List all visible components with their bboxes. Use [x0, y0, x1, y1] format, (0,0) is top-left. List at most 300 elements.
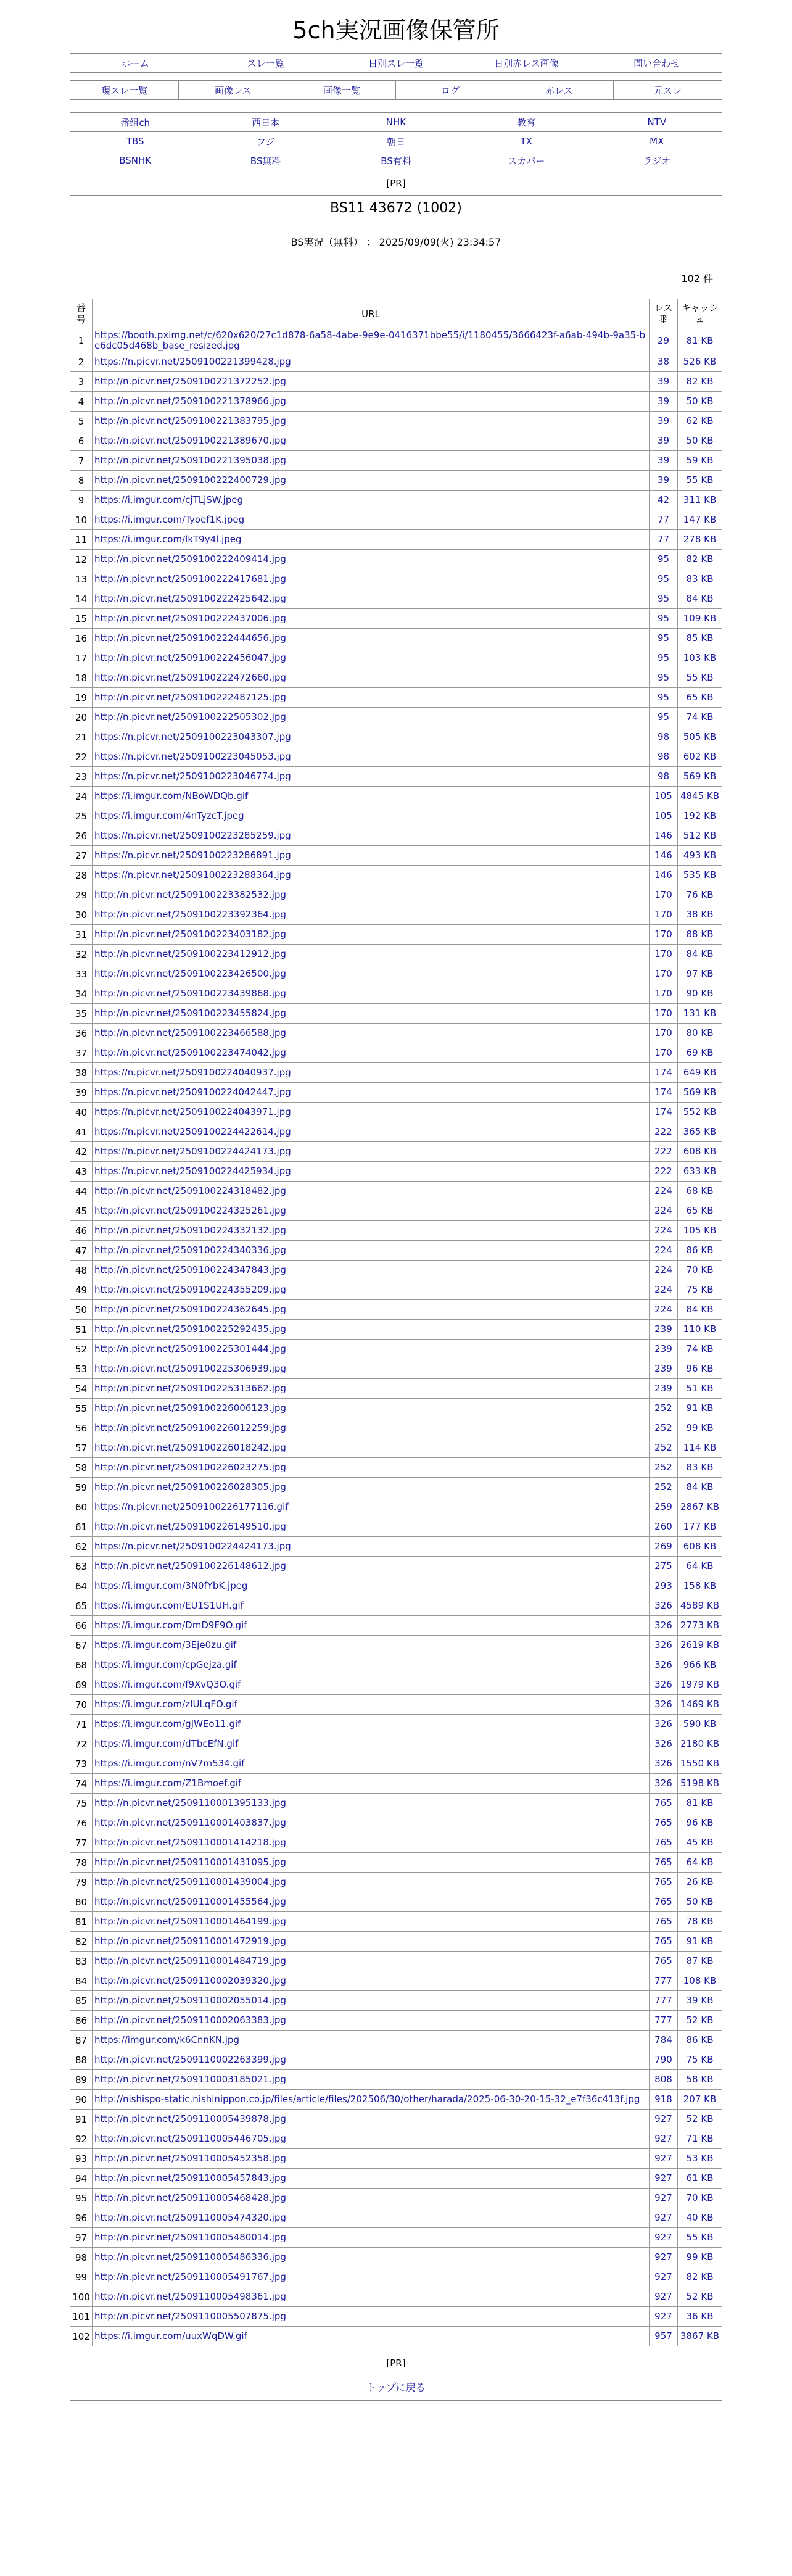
cache-size-link[interactable]: 505 KB	[678, 727, 722, 747]
res-number-link[interactable]: 146	[650, 866, 678, 885]
res-number-link[interactable]: 224	[650, 1241, 678, 1261]
image-url-link[interactable]: http://n.picvr.net/2509110003185021.jpg	[93, 2070, 650, 2090]
res-number-link[interactable]: 927	[650, 2307, 678, 2327]
image-url-link[interactable]: http://n.picvr.net/2509100224355209.jpg	[93, 1280, 650, 1300]
res-number-link[interactable]: 29	[650, 329, 678, 352]
cache-size-link[interactable]: 62 KB	[678, 412, 722, 431]
sub-nav-item-link[interactable]: 赤レス	[545, 85, 573, 96]
res-number-link[interactable]: 224	[650, 1300, 678, 1320]
cache-size-link[interactable]: 82 KB	[678, 2267, 722, 2287]
cache-size-link[interactable]: 110 KB	[678, 1320, 722, 1340]
image-url-link[interactable]: http://n.picvr.net/2509100222456047.jpg	[93, 648, 650, 668]
res-number-link[interactable]: 269	[650, 1537, 678, 1557]
cache-size-link[interactable]: 649 KB	[678, 1063, 722, 1083]
cache-size-link[interactable]: 58 KB	[678, 2070, 722, 2090]
image-url-link[interactable]: http://n.picvr.net/2509100226006123.jpg	[93, 1399, 650, 1418]
image-url-link[interactable]: http://n.picvr.net/2509100221378966.jpg	[93, 392, 650, 412]
res-number-link[interactable]: 224	[650, 1261, 678, 1280]
res-number-link[interactable]: 765	[650, 1912, 678, 1932]
image-url-link[interactable]: http://n.picvr.net/2509100223474042.jpg	[93, 1043, 650, 1063]
image-url-link[interactable]: http://n.picvr.net/2509100221383795.jpg	[93, 412, 650, 431]
res-number-link[interactable]: 790	[650, 2050, 678, 2070]
image-url-link[interactable]: http://n.picvr.net/2509110002063383.jpg	[93, 2011, 650, 2031]
back-to-top-link[interactable]: トップに戻る	[70, 2375, 722, 2401]
image-url-link[interactable]: http://n.picvr.net/2509100224340336.jpg	[93, 1241, 650, 1261]
cache-size-link[interactable]: 39 KB	[678, 1991, 722, 2011]
channel-item-link[interactable]: ラジオ	[643, 155, 671, 167]
image-url-link[interactable]: http://n.picvr.net/2509110005457843.jpg	[93, 2169, 650, 2189]
res-number-link[interactable]: 326	[650, 1616, 678, 1636]
cache-size-link[interactable]: 59 KB	[678, 451, 722, 471]
sub-nav-item-link[interactable]: 画像レス	[214, 85, 252, 96]
cache-size-link[interactable]: 526 KB	[678, 352, 722, 372]
image-url-link[interactable]: http://n.picvr.net/2509110001464199.jpg	[93, 1912, 650, 1932]
cache-size-link[interactable]: 55 KB	[678, 2228, 722, 2248]
res-number-link[interactable]: 39	[650, 412, 678, 431]
image-url-link[interactable]: https://n.picvr.net/2509100224042447.jpg	[93, 1083, 650, 1103]
res-number-link[interactable]: 105	[650, 787, 678, 806]
cache-size-link[interactable]: 51 KB	[678, 1379, 722, 1399]
cache-size-link[interactable]: 99 KB	[678, 2248, 722, 2267]
res-number-link[interactable]: 239	[650, 1379, 678, 1399]
cache-size-link[interactable]: 2773 KB	[678, 1616, 722, 1636]
cache-size-link[interactable]: 52 KB	[678, 2287, 722, 2307]
cache-size-link[interactable]: 52 KB	[678, 2011, 722, 2031]
cache-size-link[interactable]: 108 KB	[678, 1971, 722, 1991]
res-number-link[interactable]: 326	[650, 1734, 678, 1754]
res-number-link[interactable]: 77	[650, 510, 678, 530]
image-url-link[interactable]: https://n.picvr.net/2509100224043971.jpg	[93, 1103, 650, 1122]
main-nav-item-link[interactable]: 問い合わせ	[633, 57, 680, 69]
res-number-link[interactable]: 918	[650, 2090, 678, 2110]
cache-size-link[interactable]: 105 KB	[678, 1221, 722, 1241]
res-number-link[interactable]: 95	[650, 609, 678, 629]
image-url-link[interactable]: http://n.picvr.net/2509110005446705.jpg	[93, 2129, 650, 2149]
cache-size-link[interactable]: 68 KB	[678, 1182, 722, 1201]
image-url-link[interactable]: http://n.picvr.net/2509100222472660.jpg	[93, 668, 650, 688]
res-number-link[interactable]: 927	[650, 2208, 678, 2228]
image-url-link[interactable]: http://n.picvr.net/2509110005507875.jpg	[93, 2307, 650, 2327]
cache-size-link[interactable]: 590 KB	[678, 1715, 722, 1734]
main-nav-item-link[interactable]: 日別赤レス画像	[494, 57, 559, 69]
image-url-link[interactable]: http://n.picvr.net/2509110005452358.jpg	[93, 2149, 650, 2169]
res-number-link[interactable]: 95	[650, 550, 678, 569]
image-url-link[interactable]: https://n.picvr.net/2509100223045053.jpg	[93, 747, 650, 767]
image-url-link[interactable]: https://n.picvr.net/2509100223285259.jpg	[93, 826, 650, 846]
sub-nav-item-link[interactable]: 画像一覧	[323, 85, 360, 96]
image-url-link[interactable]: http://n.picvr.net/2509100226148612.jpg	[93, 1557, 650, 1576]
res-number-link[interactable]: 95	[650, 708, 678, 727]
res-number-link[interactable]: 326	[650, 1655, 678, 1675]
image-url-link[interactable]: http://n.picvr.net/2509100226012259.jpg	[93, 1418, 650, 1438]
cache-size-link[interactable]: 96 KB	[678, 1359, 722, 1379]
res-number-link[interactable]: 326	[650, 1596, 678, 1616]
res-number-link[interactable]: 224	[650, 1182, 678, 1201]
cache-size-link[interactable]: 311 KB	[678, 491, 722, 510]
res-number-link[interactable]: 38	[650, 352, 678, 372]
image-url-link[interactable]: http://n.picvr.net/2509110005439878.jpg	[93, 2110, 650, 2129]
cache-size-link[interactable]: 4845 KB	[678, 787, 722, 806]
res-number-link[interactable]: 174	[650, 1083, 678, 1103]
cache-size-link[interactable]: 91 KB	[678, 1932, 722, 1952]
image-url-link[interactable]: https://n.picvr.net/2509100223043307.jpg	[93, 727, 650, 747]
cache-size-link[interactable]: 608 KB	[678, 1142, 722, 1162]
res-number-link[interactable]: 170	[650, 905, 678, 925]
image-url-link[interactable]: http://n.picvr.net/2509100223455824.jpg	[93, 1004, 650, 1024]
res-number-link[interactable]: 927	[650, 2169, 678, 2189]
image-url-link[interactable]: http://n.picvr.net/2509100226018242.jpg	[93, 1438, 650, 1458]
res-number-link[interactable]: 42	[650, 491, 678, 510]
main-nav-item-link[interactable]: ホーム	[121, 57, 149, 69]
cache-size-link[interactable]: 70 KB	[678, 1261, 722, 1280]
cache-size-link[interactable]: 3867 KB	[678, 2327, 722, 2346]
image-url-link[interactable]: http://n.picvr.net/2509110005480014.jpg	[93, 2228, 650, 2248]
res-number-link[interactable]: 927	[650, 2149, 678, 2169]
res-number-link[interactable]: 252	[650, 1399, 678, 1418]
channel-item-link[interactable]: TBS	[126, 136, 144, 147]
image-url-link[interactable]: https://i.imgur.com/nV7m534.gif	[93, 1754, 650, 1774]
image-url-link[interactable]: http://n.picvr.net/2509100224332132.jpg	[93, 1221, 650, 1241]
image-url-link[interactable]: http://n.picvr.net/2509100223439868.jpg	[93, 984, 650, 1004]
cache-size-link[interactable]: 64 KB	[678, 1853, 722, 1873]
image-url-link[interactable]: http://n.picvr.net/2509100222425642.jpg	[93, 589, 650, 609]
res-number-link[interactable]: 765	[650, 1853, 678, 1873]
cache-size-link[interactable]: 84 KB	[678, 1300, 722, 1320]
res-number-link[interactable]: 39	[650, 451, 678, 471]
image-url-link[interactable]: http://n.picvr.net/2509110002055014.jpg	[93, 1991, 650, 2011]
image-url-link[interactable]: http://n.picvr.net/2509100222444656.jpg	[93, 629, 650, 648]
cache-size-link[interactable]: 81 KB	[678, 329, 722, 352]
image-url-link[interactable]: https://i.imgur.com/Z1Bmoef.gif	[93, 1774, 650, 1794]
res-number-link[interactable]: 326	[650, 1715, 678, 1734]
res-number-link[interactable]: 927	[650, 2110, 678, 2129]
res-number-link[interactable]: 39	[650, 372, 678, 392]
channel-item-link[interactable]: スカパー	[508, 155, 545, 167]
image-url-link[interactable]: https://i.imgur.com/uuxWqDW.gif	[93, 2327, 650, 2346]
image-url-link[interactable]: http://n.picvr.net/2509100223412912.jpg	[93, 945, 650, 964]
res-number-link[interactable]: 777	[650, 2011, 678, 2031]
image-url-link[interactable]: http://n.picvr.net/2509100223426500.jpg	[93, 964, 650, 984]
channel-item-link[interactable]: BS無料	[250, 155, 281, 167]
image-url-link[interactable]: http://n.picvr.net/2509100223466588.jpg	[93, 1024, 650, 1043]
cache-size-link[interactable]: 76 KB	[678, 885, 722, 905]
cache-size-link[interactable]: 61 KB	[678, 2169, 722, 2189]
image-url-link[interactable]: https://i.imgur.com/f9XvQ3O.gif	[93, 1675, 650, 1695]
image-url-link[interactable]: https://n.picvr.net/2509100221399428.jpg	[93, 352, 650, 372]
res-number-link[interactable]: 95	[650, 688, 678, 708]
res-number-link[interactable]: 765	[650, 1892, 678, 1912]
image-url-link[interactable]: http://n.picvr.net/2509100226149510.jpg	[93, 1517, 650, 1537]
cache-size-link[interactable]: 80 KB	[678, 1024, 722, 1043]
image-url-link[interactable]: http://nishispo-static.nishinippon.co.jp/files/article/files/202506/30/other/harada/2025-06-30-20-15-32_e7f36c413f.jpg	[93, 2090, 650, 2110]
cache-size-link[interactable]: 131 KB	[678, 1004, 722, 1024]
cache-size-link[interactable]: 158 KB	[678, 1576, 722, 1596]
res-number-link[interactable]: 222	[650, 1142, 678, 1162]
image-url-link[interactable]: http://n.picvr.net/2509100223403182.jpg	[93, 925, 650, 945]
res-number-link[interactable]: 224	[650, 1221, 678, 1241]
res-number-link[interactable]: 765	[650, 1932, 678, 1952]
res-number-link[interactable]: 239	[650, 1340, 678, 1359]
cache-size-link[interactable]: 50 KB	[678, 392, 722, 412]
res-number-link[interactable]: 326	[650, 1675, 678, 1695]
cache-size-link[interactable]: 78 KB	[678, 1912, 722, 1932]
image-url-link[interactable]: https://n.picvr.net/2509100226177116.gif	[93, 1497, 650, 1517]
res-number-link[interactable]: 784	[650, 2031, 678, 2050]
cache-size-link[interactable]: 26 KB	[678, 1873, 722, 1892]
image-url-link[interactable]: http://n.picvr.net/2509100226028305.jpg	[93, 1478, 650, 1497]
res-number-link[interactable]: 105	[650, 806, 678, 826]
cache-size-link[interactable]: 633 KB	[678, 1162, 722, 1182]
image-url-link[interactable]: http://n.picvr.net/2509100225306939.jpg	[93, 1359, 650, 1379]
image-url-link[interactable]: http://n.picvr.net/2509100226023275.jpg	[93, 1458, 650, 1478]
image-url-link[interactable]: https://imgur.com/k6CnnKN.jpg	[93, 2031, 650, 2050]
cache-size-link[interactable]: 36 KB	[678, 2307, 722, 2327]
cache-size-link[interactable]: 81 KB	[678, 1794, 722, 1813]
cache-size-link[interactable]: 52 KB	[678, 2110, 722, 2129]
channel-item-link[interactable]: フジ	[256, 136, 275, 147]
cache-size-link[interactable]: 103 KB	[678, 648, 722, 668]
main-nav-item-link[interactable]: 日別スレ一覧	[368, 57, 424, 69]
res-number-link[interactable]: 239	[650, 1320, 678, 1340]
cache-size-link[interactable]: 75 KB	[678, 1280, 722, 1300]
cache-size-link[interactable]: 2180 KB	[678, 1734, 722, 1754]
cache-size-link[interactable]: 70 KB	[678, 2189, 722, 2208]
res-number-link[interactable]: 326	[650, 1754, 678, 1774]
res-number-link[interactable]: 224	[650, 1201, 678, 1221]
res-number-link[interactable]: 98	[650, 747, 678, 767]
image-url-link[interactable]: https://i.imgur.com/4nTyzcT.jpeg	[93, 806, 650, 826]
image-url-link[interactable]: http://n.picvr.net/2509100225313662.jpg	[93, 1379, 650, 1399]
channel-item-link[interactable]: 西日本	[252, 117, 280, 128]
cache-size-link[interactable]: 4589 KB	[678, 1596, 722, 1616]
res-number-link[interactable]: 170	[650, 964, 678, 984]
res-number-link[interactable]: 98	[650, 767, 678, 787]
res-number-link[interactable]: 170	[650, 1043, 678, 1063]
cache-size-link[interactable]: 1469 KB	[678, 1695, 722, 1715]
image-url-link[interactable]: http://n.picvr.net/2509100223392364.jpg	[93, 905, 650, 925]
image-url-link[interactable]: http://n.picvr.net/2509100222417681.jpg	[93, 569, 650, 589]
sub-nav-item-link[interactable]: 元スレ	[653, 85, 682, 96]
image-url-link[interactable]: https://n.picvr.net/2509100224040937.jpg	[93, 1063, 650, 1083]
cache-size-link[interactable]: 74 KB	[678, 708, 722, 727]
cache-size-link[interactable]: 114 KB	[678, 1438, 722, 1458]
cache-size-link[interactable]: 83 KB	[678, 1458, 722, 1478]
res-number-link[interactable]: 927	[650, 2129, 678, 2149]
cache-size-link[interactable]: 74 KB	[678, 1340, 722, 1359]
res-number-link[interactable]: 927	[650, 2189, 678, 2208]
image-url-link[interactable]: https://i.imgur.com/DmD9F9O.gif	[93, 1616, 650, 1636]
cache-size-link[interactable]: 109 KB	[678, 609, 722, 629]
cache-size-link[interactable]: 97 KB	[678, 964, 722, 984]
cache-size-link[interactable]: 82 KB	[678, 550, 722, 569]
channel-item-link[interactable]: NTV	[647, 117, 667, 128]
image-url-link[interactable]: http://n.picvr.net/2509110001472919.jpg	[93, 1932, 650, 1952]
image-url-link[interactable]: https://n.picvr.net/2509100223288364.jpg	[93, 866, 650, 885]
res-number-link[interactable]: 808	[650, 2070, 678, 2090]
cache-size-link[interactable]: 45 KB	[678, 1833, 722, 1853]
image-url-link[interactable]: http://n.picvr.net/2509100222487125.jpg	[93, 688, 650, 708]
cache-size-link[interactable]: 602 KB	[678, 747, 722, 767]
res-number-link[interactable]: 39	[650, 471, 678, 491]
image-url-link[interactable]: https://i.imgur.com/EU1S1UH.gif	[93, 1596, 650, 1616]
cache-size-link[interactable]: 84 KB	[678, 945, 722, 964]
image-url-link[interactable]: http://n.picvr.net/2509100222400729.jpg	[93, 471, 650, 491]
cache-size-link[interactable]: 192 KB	[678, 806, 722, 826]
image-url-link[interactable]: https://i.imgur.com/lkT9y4l.jpeg	[93, 530, 650, 550]
image-url-link[interactable]: http://n.picvr.net/2509100221395038.jpg	[93, 451, 650, 471]
cache-size-link[interactable]: 55 KB	[678, 668, 722, 688]
image-url-link[interactable]: http://n.picvr.net/2509110001414218.jpg	[93, 1833, 650, 1853]
cache-size-link[interactable]: 55 KB	[678, 471, 722, 491]
res-number-link[interactable]: 77	[650, 530, 678, 550]
image-url-link[interactable]: https://i.imgur.com/zIULqFO.gif	[93, 1695, 650, 1715]
cache-size-link[interactable]: 147 KB	[678, 510, 722, 530]
res-number-link[interactable]: 252	[650, 1458, 678, 1478]
image-url-link[interactable]: http://n.picvr.net/2509100225301444.jpg	[93, 1340, 650, 1359]
res-number-link[interactable]: 777	[650, 1971, 678, 1991]
sub-nav-item-link[interactable]: 現スレ一覧	[101, 85, 148, 96]
cache-size-link[interactable]: 53 KB	[678, 2149, 722, 2169]
image-url-link[interactable]: http://n.picvr.net/2509110001395133.jpg	[93, 1794, 650, 1813]
image-url-link[interactable]: http://n.picvr.net/2509110001455564.jpg	[93, 1892, 650, 1912]
cache-size-link[interactable]: 86 KB	[678, 2031, 722, 2050]
res-number-link[interactable]: 170	[650, 984, 678, 1004]
image-url-link[interactable]: http://n.picvr.net/2509100221372252.jpg	[93, 372, 650, 392]
res-number-link[interactable]: 260	[650, 1517, 678, 1537]
image-url-link[interactable]: http://n.picvr.net/2509110001439004.jpg	[93, 1873, 650, 1892]
cache-size-link[interactable]: 87 KB	[678, 1952, 722, 1971]
res-number-link[interactable]: 765	[650, 1813, 678, 1833]
res-number-link[interactable]: 170	[650, 945, 678, 964]
res-number-link[interactable]: 174	[650, 1063, 678, 1083]
channel-item-link[interactable]: NHK	[386, 117, 406, 128]
res-number-link[interactable]: 252	[650, 1478, 678, 1497]
res-number-link[interactable]: 146	[650, 826, 678, 846]
cache-size-link[interactable]: 65 KB	[678, 1201, 722, 1221]
cache-size-link[interactable]: 64 KB	[678, 1557, 722, 1576]
res-number-link[interactable]: 39	[650, 392, 678, 412]
image-url-link[interactable]: https://booth.pximg.net/c/620x620/27c1d878-6a58-4abe-9e9e-0416371bbe55/i/1180455/3666423f-a6ab-494b-9a35-be6dc05d468b_base_resized.jpg	[93, 329, 650, 352]
cache-size-link[interactable]: 96 KB	[678, 1813, 722, 1833]
cache-size-link[interactable]: 207 KB	[678, 2090, 722, 2110]
res-number-link[interactable]: 259	[650, 1497, 678, 1517]
res-number-link[interactable]: 95	[650, 569, 678, 589]
image-url-link[interactable]: https://n.picvr.net/2509100224422614.jpg	[93, 1122, 650, 1142]
res-number-link[interactable]: 95	[650, 589, 678, 609]
res-number-link[interactable]: 927	[650, 2228, 678, 2248]
res-number-link[interactable]: 239	[650, 1359, 678, 1379]
cache-size-link[interactable]: 86 KB	[678, 1241, 722, 1261]
channel-item-link[interactable]: BS有料	[381, 155, 411, 167]
image-url-link[interactable]: https://n.picvr.net/2509100224425934.jpg	[93, 1162, 650, 1182]
cache-size-link[interactable]: 278 KB	[678, 530, 722, 550]
image-url-link[interactable]: http://n.picvr.net/2509110002263399.jpg	[93, 2050, 650, 2070]
image-url-link[interactable]: http://n.picvr.net/2509100225292435.jpg	[93, 1320, 650, 1340]
channel-item-link[interactable]: MX	[650, 136, 664, 147]
cache-size-link[interactable]: 38 KB	[678, 905, 722, 925]
res-number-link[interactable]: 95	[650, 629, 678, 648]
cache-size-link[interactable]: 966 KB	[678, 1655, 722, 1675]
cache-size-link[interactable]: 512 KB	[678, 826, 722, 846]
image-url-link[interactable]: https://i.imgur.com/cjTLjSW.jpeg	[93, 491, 650, 510]
res-number-link[interactable]: 927	[650, 2248, 678, 2267]
res-number-link[interactable]: 170	[650, 1024, 678, 1043]
image-url-link[interactable]: http://n.picvr.net/2509110005486336.jpg	[93, 2248, 650, 2267]
cache-size-link[interactable]: 552 KB	[678, 1103, 722, 1122]
image-url-link[interactable]: https://i.imgur.com/3Eje0zu.gif	[93, 1636, 650, 1655]
image-url-link[interactable]: http://n.picvr.net/2509100222409414.jpg	[93, 550, 650, 569]
cache-size-link[interactable]: 2867 KB	[678, 1497, 722, 1517]
res-number-link[interactable]: 146	[650, 846, 678, 866]
cache-size-link[interactable]: 569 KB	[678, 1083, 722, 1103]
res-number-link[interactable]: 765	[650, 1794, 678, 1813]
image-url-link[interactable]: http://n.picvr.net/2509110002039320.jpg	[93, 1971, 650, 1991]
cache-size-link[interactable]: 71 KB	[678, 2129, 722, 2149]
image-url-link[interactable]: http://n.picvr.net/2509110001403837.jpg	[93, 1813, 650, 1833]
res-number-link[interactable]: 95	[650, 648, 678, 668]
cache-size-link[interactable]: 85 KB	[678, 629, 722, 648]
cache-size-link[interactable]: 69 KB	[678, 1043, 722, 1063]
cache-size-link[interactable]: 88 KB	[678, 925, 722, 945]
image-url-link[interactable]: http://n.picvr.net/2509110001484719.jpg	[93, 1952, 650, 1971]
image-url-link[interactable]: https://n.picvr.net/2509100224424173.jpg	[93, 1142, 650, 1162]
sub-nav-item-link[interactable]: ログ	[441, 85, 460, 96]
cache-size-link[interactable]: 99 KB	[678, 1418, 722, 1438]
res-number-link[interactable]: 98	[650, 727, 678, 747]
cache-size-link[interactable]: 82 KB	[678, 372, 722, 392]
res-number-link[interactable]: 293	[650, 1576, 678, 1596]
image-url-link[interactable]: https://n.picvr.net/2509100224424173.jpg	[93, 1537, 650, 1557]
image-url-link[interactable]: http://n.picvr.net/2509100221389670.jpg	[93, 431, 650, 451]
cache-size-link[interactable]: 65 KB	[678, 688, 722, 708]
cache-size-link[interactable]: 2619 KB	[678, 1636, 722, 1655]
res-number-link[interactable]: 765	[650, 1952, 678, 1971]
image-url-link[interactable]: https://i.imgur.com/NBoWDQb.gif	[93, 787, 650, 806]
image-url-link[interactable]: https://i.imgur.com/3N0fYbK.jpeg	[93, 1576, 650, 1596]
image-url-link[interactable]: https://i.imgur.com/Tyoef1K.jpeg	[93, 510, 650, 530]
image-url-link[interactable]: http://n.picvr.net/2509110005498361.jpg	[93, 2287, 650, 2307]
channel-item-link[interactable]: 番組ch	[120, 117, 151, 128]
image-url-link[interactable]: https://i.imgur.com/cpGejza.gif	[93, 1655, 650, 1675]
res-number-link[interactable]: 95	[650, 668, 678, 688]
res-number-link[interactable]: 174	[650, 1103, 678, 1122]
cache-size-link[interactable]: 569 KB	[678, 767, 722, 787]
image-url-link[interactable]: https://i.imgur.com/gJWEo11.gif	[93, 1715, 650, 1734]
res-number-link[interactable]: 224	[650, 1280, 678, 1300]
image-url-link[interactable]: http://n.picvr.net/2509100224347843.jpg	[93, 1261, 650, 1280]
res-number-link[interactable]: 957	[650, 2327, 678, 2346]
res-number-link[interactable]: 927	[650, 2287, 678, 2307]
res-number-link[interactable]: 765	[650, 1873, 678, 1892]
cache-size-link[interactable]: 493 KB	[678, 846, 722, 866]
image-url-link[interactable]: http://n.picvr.net/2509110001431095.jpg	[93, 1853, 650, 1873]
res-number-link[interactable]: 275	[650, 1557, 678, 1576]
image-url-link[interactable]: http://n.picvr.net/2509100222505302.jpg	[93, 708, 650, 727]
res-number-link[interactable]: 326	[650, 1695, 678, 1715]
cache-size-link[interactable]: 40 KB	[678, 2208, 722, 2228]
image-url-link[interactable]: http://n.picvr.net/2509100223382532.jpg	[93, 885, 650, 905]
channel-item-link[interactable]: TX	[520, 136, 533, 147]
res-number-link[interactable]: 927	[650, 2267, 678, 2287]
image-url-link[interactable]: https://n.picvr.net/2509100223046774.jpg	[93, 767, 650, 787]
cache-size-link[interactable]: 5198 KB	[678, 1774, 722, 1794]
image-url-link[interactable]: http://n.picvr.net/2509100222437006.jpg	[93, 609, 650, 629]
cache-size-link[interactable]: 91 KB	[678, 1399, 722, 1418]
channel-item-link[interactable]: 朝日	[386, 136, 405, 147]
res-number-link[interactable]: 170	[650, 925, 678, 945]
image-url-link[interactable]: http://n.picvr.net/2509100224318482.jpg	[93, 1182, 650, 1201]
cache-size-link[interactable]: 1979 KB	[678, 1675, 722, 1695]
